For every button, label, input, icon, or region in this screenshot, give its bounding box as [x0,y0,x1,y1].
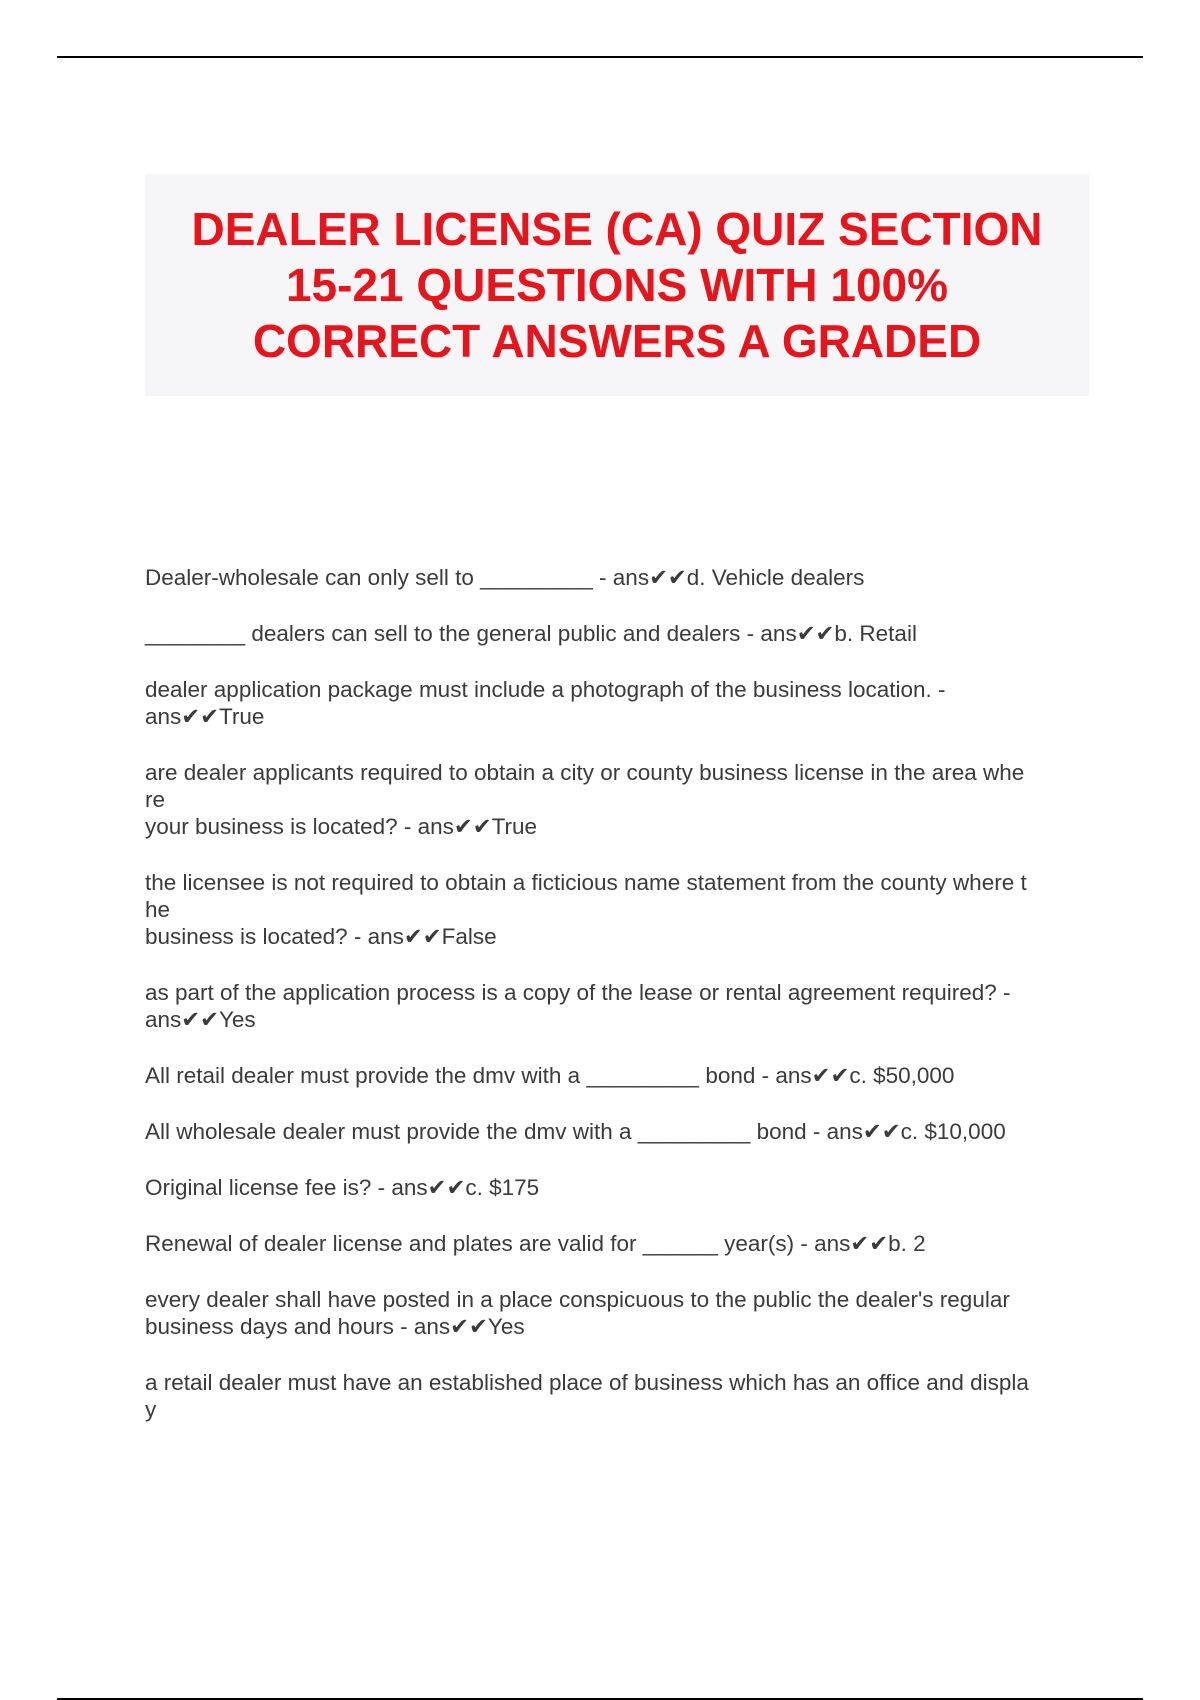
question-item: ________ dealers can sell to the general public and dealers - ans✔✔b. Retail [145,621,917,646]
question-item: Dealer-wholesale can only sell to _________ - ans✔✔d. Vehicle dealers [145,565,865,590]
question-item: as part of the application process is a copy of the lease or rental agreement required? - ans✔✔Yes [145,980,1011,1032]
title-banner [145,174,1089,396]
question-item: Original license fee is? - ans✔✔c. $175 [145,1175,540,1200]
question-item: a retail dealer must have an established place of business which has an office and displa y [145,1370,1029,1422]
question-item: All wholesale dealer must provide the dmv with a _________ bond - ans✔✔c. $10,000 [145,1119,1006,1144]
header-rule [57,56,1143,58]
document-title: DEALER LICENSE (CA) QUIZ SECTION 15-21 QUESTIONS WITH 100% CORRECT ANSWERS A GRADED [191,203,1043,367]
question-item: All retail dealer must provide the dmv with a _________ bond - ans✔✔c. $50,000 [145,1063,955,1088]
question-item: every dealer shall have posted in a place conspicuous to the public the dealer's regular business days and hours - ans✔✔Yes [145,1287,1010,1339]
question-item: are dealer applicants required to obtain a city or county business license in the area whe re your business is located? - ans✔✔True [145,760,1025,839]
question-item: Renewal of dealer license and plates are valid for ______ year(s) - ans✔✔b. 2 [145,1231,926,1256]
question-item: dealer application package must include a photograph of the business location. - ans✔✔True [145,677,946,729]
question-item: the licensee is not required to obtain a ficticious name statement from the county where t he business is located? - ans✔✔False [145,870,1027,949]
question-list [145,564,1095,1452]
